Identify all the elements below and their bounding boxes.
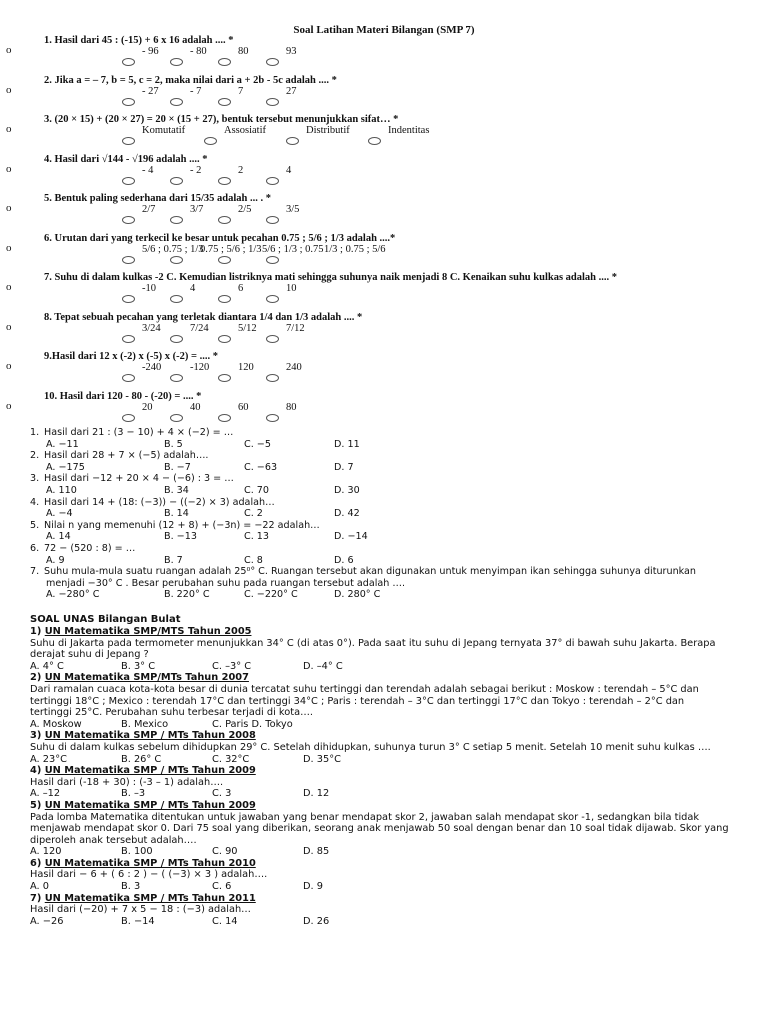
problem-number: 1. [30, 427, 40, 438]
question-text: 9.Hasil dari 12 x (-2) x (-5) x (-2) = .... * [44, 351, 218, 362]
option-labels [142, 402, 334, 413]
radio-button[interactable] [170, 216, 183, 224]
question-text: 10. Hasil dari 120 - 80 - (-20) = .... * [44, 390, 202, 402]
problem-question: Hasil dari 21 : (3 − 10) + 4 × (−2) = … [44, 427, 234, 438]
problem-question: Hasil dari 14 + (18: (−3)) − ((−2) × 3) adalah… [44, 496, 275, 508]
answer-choice: B. 34 [164, 484, 189, 496]
answer-choices [30, 439, 760, 451]
option-label: 80 [238, 46, 249, 57]
problem-number: 4. [30, 496, 40, 508]
unas-heading [30, 800, 742, 812]
option-labels [142, 204, 334, 215]
unas-answers [30, 661, 742, 673]
answer-choices [30, 531, 760, 543]
bullet-marker: o [6, 123, 12, 135]
option-label: - 27 [142, 85, 159, 97]
unas-source: UN Matematika SMP / MTs Tahun 2009 [44, 765, 256, 777]
question-text: 5. Bentuk paling sederhana dari 15/35 adalah ... . * [44, 193, 271, 204]
unas-section-title: SOAL UNAS Bilangan Bulat [30, 614, 181, 625]
question-text: 1. Hasil dari 45 : (-15) + 6 x 16 adalah .... * [44, 35, 234, 46]
answer-choice: D. 42 [334, 508, 360, 520]
bullet-marker: o [6, 202, 12, 214]
option-labels [142, 362, 334, 373]
radio-group [122, 335, 314, 343]
bullet-marker: o [6, 320, 12, 333]
unas-number: 4) [30, 765, 42, 777]
option-labels [142, 46, 334, 57]
bullet-marker: o [6, 281, 12, 293]
option-label: 2/7 [142, 204, 156, 215]
radio-button[interactable] [218, 58, 231, 66]
unas-answers [30, 788, 742, 800]
unas-question-text: Dari ramalan cuaca kota-kota besar di dunia tercatat suhu tertinggi dan terendah adalah sebagai berikut : Moskow : terendah – 5°C dan [30, 683, 699, 695]
unas-answer: C. 14 [212, 915, 238, 927]
quiz-question [6, 272, 766, 312]
unas-answer: A. 0 [30, 881, 49, 893]
option-label: Indentitas [388, 125, 430, 136]
unas-question-text: diperoleh anak tersebut adalah…. [30, 834, 197, 846]
answer-choice: C. 13 [244, 531, 270, 543]
unas-heading [30, 672, 742, 684]
bullet-marker: o [6, 162, 12, 175]
option-label: 6 [238, 283, 244, 294]
answer-choice: C. 70 [244, 484, 270, 496]
unas-answer: B. 3° C [121, 660, 156, 672]
problem-question: Suhu mula-mula suatu ruangan adalah 25⁰° C. Ruangan tersebut akan digunakan untuk menyimpan ikan sehingga suhunya diturunkan [44, 566, 696, 578]
quiz-question [6, 233, 766, 273]
problem-question: 72 − (520 : 8) = … [44, 542, 136, 554]
radio-group [122, 137, 450, 145]
unas-source: UN Matematika SMP / MTs Tahun 2009 [44, 799, 256, 811]
option-label: 3/5 [286, 204, 300, 215]
radio-button[interactable] [218, 374, 231, 382]
radio-button[interactable] [170, 98, 183, 106]
problem-text-continued: menjadi −30° C . Besar perubahan suhu pada ruangan tersebut adalah …. [46, 577, 406, 589]
radio-button[interactable] [266, 256, 279, 264]
unas-heading [30, 858, 742, 870]
radio-button[interactable] [122, 374, 135, 382]
unas-answer: A. 120 [30, 846, 62, 858]
quiz-question [6, 154, 766, 194]
unas-answer: A. 4° C [30, 660, 64, 672]
unas-answer [303, 719, 394, 731]
radio-button[interactable] [204, 137, 217, 145]
option-label: 40 [190, 401, 201, 413]
option-labels: 5/6 ; 0.75 ; 1/3 0.75 ; 5/6 ; 1/3 5/6 ; 1/3 ; 0.75 1/3 ; 0.75 ; 5/6 [142, 243, 386, 255]
option-label: 120 [238, 362, 254, 373]
unas-number: 5) [30, 799, 42, 811]
radio-button[interactable] [122, 98, 135, 106]
radio-button[interactable] [286, 137, 299, 145]
unas-answer: C. 6 [212, 881, 232, 893]
radio-group [122, 374, 314, 382]
problem-number: 3. [30, 473, 40, 485]
answer-choice: D. 280° C [334, 589, 381, 601]
problem-question: Nilai n yang memenuhi (12 + 8) + (−3n) = −22 adalah… [44, 519, 320, 531]
radio-button[interactable] [218, 98, 231, 106]
unas-answers [30, 846, 742, 858]
option-label: Komutatif [142, 125, 186, 136]
radio-button[interactable] [122, 137, 135, 145]
answer-choice: C. −5 [244, 438, 271, 450]
radio-button[interactable] [122, 414, 135, 422]
option-label: 27 [286, 85, 297, 97]
bullet-marker: o [6, 83, 12, 96]
option-labels [142, 165, 334, 176]
unas-source: UN Matematika SMP / MTs Tahun 2011 [44, 892, 256, 904]
option-label: 4 [190, 283, 196, 294]
problem-number: 6. [30, 542, 40, 554]
problem-question: Hasil dari 28 + 7 × (−5) adalah…. [44, 450, 209, 462]
unas-answer: C. 90 [212, 846, 238, 858]
answer-choice: A. −4 [46, 508, 73, 520]
unas-question-text: Hasil dari (-18 + 30) : (-3 – 1) adalah…. [30, 776, 224, 788]
option-labels [142, 125, 470, 136]
unas-source: UN Matematika SMP/MTS Tahun 2005 [44, 626, 252, 637]
radio-button[interactable] [218, 256, 231, 264]
unas-answer: D. 12 [303, 788, 330, 800]
unas-answer: C. –3° C [212, 660, 252, 672]
answer-choice: A. 9 [46, 554, 65, 566]
bullet-marker: o [6, 44, 12, 56]
radio-group [122, 414, 314, 422]
unas-number: 7) [30, 892, 42, 904]
quiz-question [6, 35, 766, 75]
quiz-question [6, 114, 766, 154]
unas-question-text: Hasil dari (−20) + 7 x 5 − 18 : (−3) adalah… [30, 904, 251, 916]
radio-group [122, 256, 314, 264]
quiz-question [6, 351, 766, 391]
radio-button[interactable] [266, 374, 279, 382]
option-label: 20 [142, 401, 153, 413]
unas-answers [30, 719, 742, 731]
unas-section [30, 614, 742, 927]
problem-text [30, 427, 760, 439]
option-label: 7/24 [190, 322, 209, 334]
unas-number: 2) [30, 672, 42, 684]
question-text: 7. Suhu di dalam kulkas -2 C. Kemudian listriknya mati sehingga suhunya naik menjadi 8 C. Kenaikan suhu kulkas adalah .... * [44, 272, 618, 283]
radio-button[interactable] [266, 295, 279, 303]
radio-button[interactable] [122, 295, 135, 303]
question-text: 6. Urutan dari yang terkecil ke besar untuk pecahan 0.75 ; 5/6 ; 1/3 adalah ....* [44, 232, 396, 244]
unas-question-text: derajat suhu di Jepang ? [30, 649, 149, 661]
answer-choice: C. 2 [244, 508, 263, 520]
unas-answer: A. –12 [30, 788, 61, 800]
option-labels [142, 323, 334, 334]
radio-group [122, 58, 314, 66]
unas-question-text: Suhu di dalam kulkas sebelum dihidupkan 29° C. Setelah dihidupkan, suhunya turun 3° C setiap 5 menit. Setelah 10 menit suhu kulkas …. [30, 741, 711, 753]
unas-answer: B. 3 [121, 881, 141, 893]
unas-answer: A. 23°C [30, 753, 67, 765]
answer-choice: B. −13 [164, 531, 197, 543]
answer-choice: A. −280° C [46, 589, 100, 601]
bullet-marker: o [6, 399, 12, 412]
answer-choice: B. −7 [164, 461, 191, 473]
unas-answer: A. −26 [30, 915, 64, 927]
option-label: 5/12 [238, 322, 257, 334]
radio-button[interactable] [122, 256, 135, 264]
problem-number: 7. [30, 566, 40, 578]
unas-answer: B. 100 [121, 846, 153, 858]
unas-answer: B. Mexico [121, 718, 169, 730]
radio-button[interactable] [218, 295, 231, 303]
unas-answer: D. 35°C [303, 753, 341, 765]
radio-group [122, 177, 314, 185]
option-label: 3/7 [190, 204, 204, 215]
option-label: - 4 [142, 164, 154, 176]
radio-button[interactable] [368, 137, 381, 145]
radio-group [122, 216, 314, 224]
radio-button[interactable] [170, 335, 183, 343]
option-label: - 80 [190, 46, 207, 57]
radio-button[interactable] [122, 177, 135, 185]
answer-choice: A. 110 [46, 484, 77, 496]
problem-text [30, 566, 760, 578]
option-label: Assosiatif [224, 125, 266, 136]
option-label: 4 [286, 164, 292, 176]
unas-heading [30, 730, 742, 742]
option-label: - 7 [190, 85, 202, 97]
radio-button[interactable] [218, 177, 231, 185]
unas-answer: B. –3 [121, 788, 146, 800]
unas-question-text: Suhu di Jakarta pada termometer menunjukkan 34° C (di atas 0°). Pada saat itu suhu di Jepang ternyata 37° di bawah suhu Jakarta. Berapa [30, 637, 716, 649]
problem-text [30, 543, 760, 555]
option-label: 93 [286, 46, 297, 57]
option-label: 60 [238, 401, 249, 413]
unas-source: UN Matematika SMP / MTs Tahun 2008 [44, 730, 256, 742]
unas-answer: B. −14 [121, 915, 155, 927]
answer-choice: D. 11 [334, 438, 360, 450]
unas-question-text: menjawab mendapat skor 0. Dari 75 soal yang diberikan, seorang anak menjawab 50 soal dengan benar dan 10 soal tidak dijawab. Skor yang [30, 823, 729, 835]
problem-text [30, 497, 760, 509]
option-label: 3/24 [142, 322, 161, 334]
unas-answer: C. 32°C [212, 753, 250, 765]
unas-question-text: tertinggi 25°C. Perubahan suhu terbesar terjadi di kota…. [30, 707, 313, 719]
unas-heading [30, 765, 742, 777]
unas-answers [30, 881, 742, 893]
radio-button[interactable] [266, 177, 279, 185]
unas-question-text: tertinggi 18°C ; Mexico : terendah 17°C dan tertinggi 34°C ; Paris : terendah – 3°C dan tertinggi 17°C dan Tokyo : terendah – 2°C dan [30, 695, 685, 707]
radio-group [122, 295, 314, 303]
unas-question-text: Hasil dari − 6 + ( 6 : 2 ) − ( (−3) × 3 ) adalah…. [30, 869, 268, 881]
answer-choices [30, 508, 760, 520]
unas-question-text: Pada lomba Matematika ditentukan untuk jawaban yang benar mendapat skor 2, jawaban salah mendapat skor -1, sedangkan bila tidak [30, 811, 700, 823]
quiz-section [6, 35, 766, 430]
radio-button[interactable] [266, 98, 279, 106]
radio-button[interactable] [266, 216, 279, 224]
answer-choice: B. 5 [164, 438, 183, 450]
unas-answer: D. 85 [303, 846, 330, 858]
option-label: 7/12 [286, 322, 305, 334]
radio-button[interactable] [170, 58, 183, 66]
radio-button[interactable] [122, 335, 135, 343]
page-title: Soal Latihan Materi Bilangan (SMP 7) [293, 24, 475, 36]
answer-choices [30, 589, 760, 601]
option-label: - 96 [142, 46, 159, 57]
radio-button[interactable] [266, 414, 279, 422]
radio-button[interactable] [170, 414, 183, 422]
quiz-question [6, 312, 766, 352]
answer-choice: C. −220° C [244, 589, 298, 601]
unas-number: 3) [30, 730, 42, 742]
unas-number: 1) [30, 626, 42, 637]
unas-source: UN Matematika SMP / MTs Tahun 2010 [44, 857, 256, 869]
question-text: 4. Hasil dari √144 - √196 adalah .... * [44, 153, 208, 165]
radio-group [122, 98, 314, 106]
radio-button[interactable] [170, 374, 183, 382]
unas-number: 6) [30, 857, 42, 869]
bullet-marker: o [6, 241, 12, 254]
quiz-question [6, 391, 766, 431]
option-label: 10 [286, 283, 297, 294]
radio-button[interactable] [170, 177, 183, 185]
quiz-question [6, 75, 766, 115]
answer-choice: D. 7 [334, 461, 354, 473]
radio-button[interactable] [218, 335, 231, 343]
option-labels [142, 86, 334, 97]
answer-choice: A. −175 [46, 461, 85, 473]
unas-answer: A. Moskow [30, 718, 82, 730]
unas-heading [30, 893, 742, 905]
unas-answer: C. Paris D. Tokyo [212, 718, 293, 730]
answer-choice: D. 30 [334, 484, 360, 496]
option-label: -10 [142, 283, 156, 294]
answer-choices [30, 485, 760, 497]
problem-text [30, 450, 760, 462]
unas-answer: B. 26° C [121, 753, 162, 765]
unas-answer: D. 9 [303, 881, 324, 893]
question-text: 2. Jika a = – 7, b = 5, c = 2, maka nilai dari a + 2b - 5c adalah .... * [44, 74, 337, 86]
bullet-marker: o [6, 360, 12, 372]
unas-heading [30, 626, 742, 638]
radio-button[interactable] [218, 216, 231, 224]
radio-button[interactable] [266, 58, 279, 66]
radio-button[interactable] [122, 58, 135, 66]
answer-choice: C. 8 [244, 554, 263, 566]
option-label: - 2 [190, 164, 202, 176]
unas-answers [30, 916, 742, 928]
answer-choice: C. −63 [244, 461, 278, 473]
unas-source: UN Matematika SMP/MTs Tahun 2007 [44, 672, 249, 684]
option-labels [142, 283, 334, 294]
option-label: 240 [286, 362, 302, 373]
quiz-question [6, 193, 766, 233]
answer-choices [30, 555, 760, 567]
option-label: -120 [190, 362, 210, 373]
option-label: Distributif [306, 125, 350, 136]
radio-button[interactable] [122, 216, 135, 224]
option-label: 2 [238, 164, 244, 176]
problem-list [30, 427, 760, 601]
answer-choice: D. 6 [334, 554, 354, 566]
radio-button[interactable] [218, 414, 231, 422]
radio-button[interactable] [170, 256, 183, 264]
problem-text [30, 473, 760, 485]
unas-answer: C. 3 [212, 788, 232, 800]
question-text: 8. Tepat sebuah pecahan yang terletak diantara 1/4 dan 1/3 adalah .... * [44, 311, 363, 323]
option-label: 7 [238, 85, 244, 97]
question-text: 3. (20 × 15) + (20 × 27) = 20 × (15 + 27), bentuk tersebut menunjukkan sifat… * [44, 114, 399, 125]
answer-choice: A. −11 [46, 438, 79, 450]
option-label: 2/5 [238, 204, 252, 215]
answer-choice: B. 220° C [164, 589, 210, 601]
option-label: 80 [286, 401, 297, 413]
answer-choice: B. 7 [164, 554, 183, 566]
answer-choice: D. −14 [334, 531, 368, 543]
unas-answer: D. –4° C [303, 660, 343, 672]
radio-button[interactable] [266, 335, 279, 343]
problem-question: Hasil dari −12 + 20 × 4 − (−6) : 3 = … [44, 473, 234, 485]
problem-number: 2. [30, 450, 40, 462]
answer-choices [30, 462, 760, 474]
unas-answers [30, 754, 742, 766]
unas-answer: D. 26 [303, 915, 330, 927]
problem-text [30, 520, 760, 532]
problem-number: 5. [30, 519, 40, 531]
answer-choice: B. 14 [164, 508, 189, 520]
option-label: -240 [142, 362, 162, 373]
answer-choice: A. 14 [46, 531, 71, 543]
radio-button[interactable] [170, 295, 183, 303]
